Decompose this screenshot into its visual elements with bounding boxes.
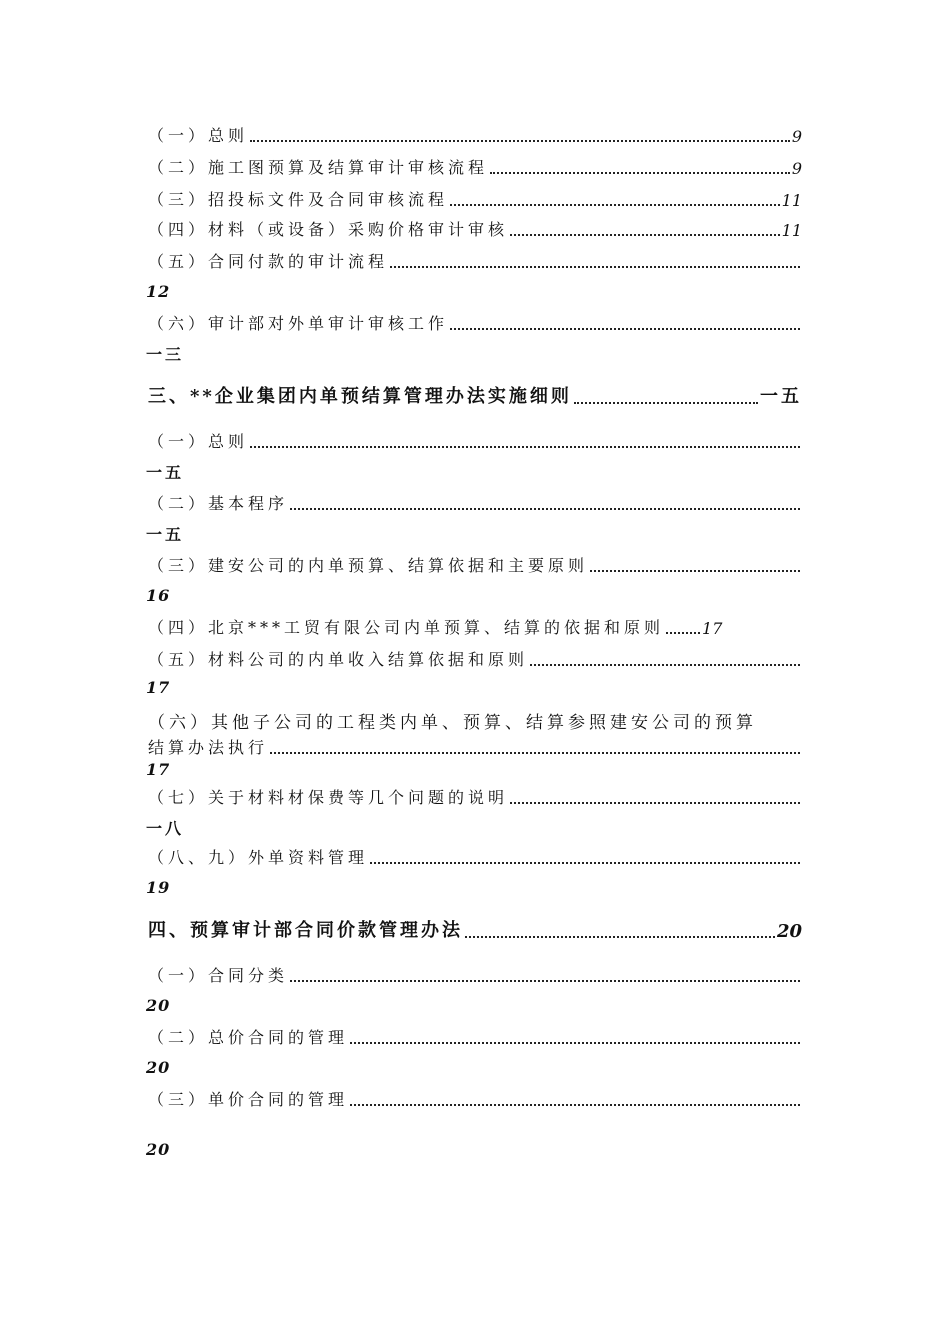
toc-leader — [390, 260, 800, 268]
toc-entry[interactable] — [148, 550, 802, 576]
toc-leader — [250, 134, 790, 142]
toc-entry[interactable] — [148, 246, 802, 272]
toc-entry[interactable] — [148, 152, 802, 178]
toc-leader — [290, 502, 800, 510]
toc-leader — [590, 564, 800, 572]
toc-leader — [270, 746, 800, 754]
toc-page-number: 20 — [146, 1058, 171, 1077]
toc-leader — [530, 658, 800, 666]
toc-leader — [490, 166, 790, 174]
toc-leader — [450, 322, 800, 330]
toc-page-number: 11 — [781, 191, 802, 210]
toc-entry-title: （二）总价合同的管理 — [148, 1028, 349, 1047]
toc-leader — [370, 856, 800, 864]
toc-entry[interactable] — [148, 426, 802, 452]
toc-entry-title: （五）合同付款的审计流程 — [148, 252, 389, 271]
toc-entry-title: （一）总则 — [148, 126, 249, 145]
toc-entry-title: （二）基本程序 — [148, 494, 289, 513]
toc-entry-title: （二）施工图预算及结算审计审核流程 — [148, 158, 489, 177]
toc-entry[interactable] — [148, 1022, 802, 1048]
toc-page-number: 17 — [146, 678, 171, 697]
toc-page-number: 一五 — [146, 525, 185, 544]
toc-page-number: 9 — [791, 127, 802, 146]
toc-entry-title-line2: 结算办法执行 — [148, 738, 269, 757]
toc-entry-title: （一）总则 — [148, 432, 249, 451]
toc-entry-title: （三）招投标文件及合同审核流程 — [148, 190, 449, 209]
toc-entry-title: （四）材料（或设备）采购价格审计审核 — [148, 220, 509, 239]
toc-page-number: 16 — [146, 586, 171, 605]
toc-entry[interactable] — [148, 488, 802, 514]
toc-leader — [465, 930, 775, 938]
toc-leader — [350, 1036, 800, 1044]
toc-page-number: 一三 — [146, 345, 185, 364]
toc-entry[interactable] — [148, 308, 802, 334]
toc-page-number: 12 — [146, 282, 171, 301]
toc-entry[interactable] — [148, 782, 802, 808]
toc-leader — [510, 796, 800, 804]
toc-page-number: 一五 — [146, 463, 185, 482]
toc-leader — [290, 974, 800, 982]
toc-leader — [450, 198, 780, 206]
toc-chapter-entry[interactable] — [148, 382, 802, 408]
toc-entry-title: （三）单价合同的管理 — [148, 1090, 349, 1109]
toc-entry[interactable] — [148, 120, 802, 146]
toc-page-number: 17 — [146, 760, 171, 779]
toc-entry[interactable] — [148, 644, 802, 670]
toc-entry[interactable] — [148, 184, 802, 210]
toc-entry-title: （七）关于材料材保费等几个问题的说明 — [148, 788, 509, 807]
toc-entry[interactable] — [148, 960, 802, 986]
toc-entry[interactable] — [148, 732, 802, 758]
toc-entry[interactable] — [148, 612, 802, 638]
toc-page-number: 20 — [146, 996, 171, 1015]
toc-chapter-entry[interactable] — [148, 916, 802, 942]
toc-entry-title-line1[interactable]: （六）其他子公司的工程类内单、预算、结算参照建安公司的预算 — [148, 713, 757, 733]
toc-page-number: 9 — [791, 159, 802, 178]
toc-chapter-title: 三、**企业集团内单预结算管理办法实施细则 — [148, 386, 572, 407]
toc-entry[interactable] — [148, 842, 802, 868]
toc-page-number: 17 — [702, 619, 723, 638]
toc-entry[interactable] — [148, 1084, 802, 1110]
toc-leader — [350, 1098, 800, 1106]
toc-page-number: 19 — [146, 878, 171, 897]
toc-page-number: 一五 — [760, 386, 802, 407]
toc-page-number: 一八 — [146, 819, 185, 838]
toc-entry-title: （三）建安公司的内单预算、结算依据和主要原则 — [148, 556, 589, 575]
toc-entry-title: （四）北京***工贸有限公司内单预算、结算的依据和原则 — [148, 618, 665, 637]
toc-page-number: 20 — [776, 921, 802, 942]
toc-leader — [574, 396, 758, 404]
toc-leader — [666, 626, 700, 634]
toc-entry[interactable] — [148, 214, 802, 240]
toc-entry-title: （八、九）外单资料管理 — [148, 848, 369, 867]
toc-entry-title: （五）材料公司的内单收入结算依据和原则 — [148, 650, 529, 669]
toc-leader — [250, 440, 800, 448]
toc-chapter-title: 四、预算审计部合同价款管理办法 — [148, 920, 463, 941]
toc-page-number: 11 — [781, 221, 802, 240]
toc-page-number: 20 — [146, 1140, 171, 1159]
toc-entry-title: （六）审计部对外单审计审核工作 — [148, 314, 449, 333]
toc-leader — [510, 228, 780, 236]
toc-entry-title: （一）合同分类 — [148, 966, 289, 985]
